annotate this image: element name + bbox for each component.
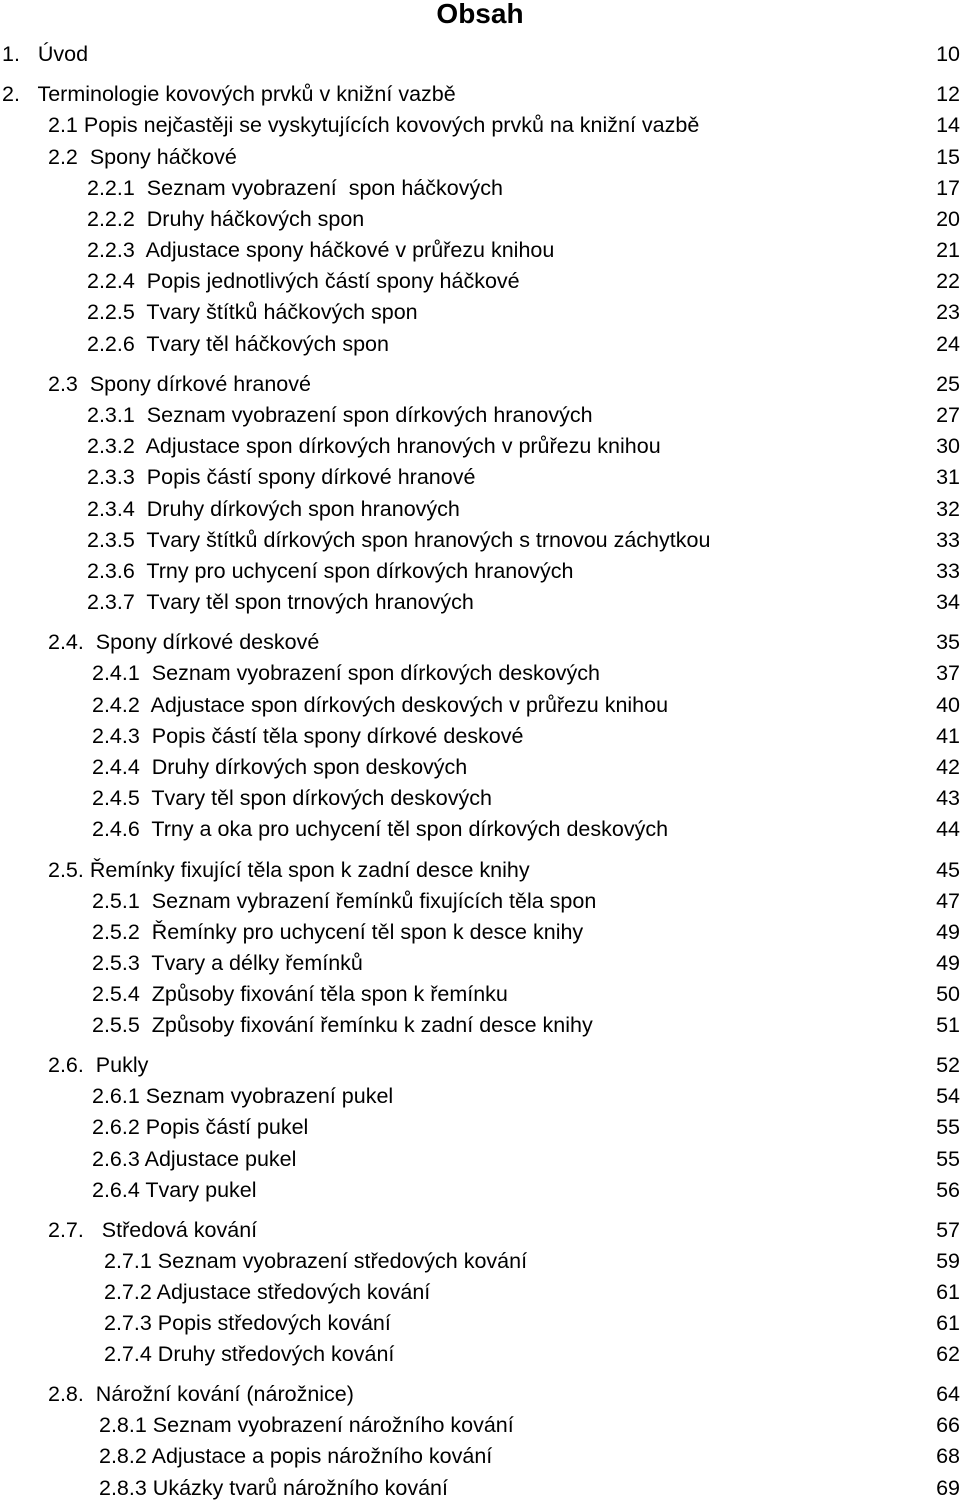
toc-entry-label: 2.3.1 Seznam vyobrazení spon dírkových hranových xyxy=(87,403,593,427)
toc-entry xyxy=(0,1308,960,1338)
toc-entry xyxy=(0,1277,960,1307)
toc-entry-label: 2.2 Spony háčkové xyxy=(48,145,237,169)
toc-entry-label: 2.5.3 Tvary a délky řemínků xyxy=(92,951,363,975)
toc-entry-label: 2.3.6 Trny pro uchycení spon dírkových hranových xyxy=(87,559,574,583)
toc-entry-label: 2.2.6 Tvary těl háčkových spon xyxy=(87,332,389,356)
toc-entry xyxy=(0,752,960,782)
toc-entry-page: 35 xyxy=(936,630,960,654)
toc-entry xyxy=(0,1215,960,1245)
toc-entry xyxy=(0,658,960,688)
toc-entry-page: 62 xyxy=(936,1342,960,1366)
toc-entry-page: 43 xyxy=(936,786,960,810)
toc-entry-page: 51 xyxy=(936,1013,960,1037)
toc-entry-label: 2.8.1 Seznam vyobrazení nárožního kování xyxy=(99,1413,514,1437)
toc-entry-label: 2.4. Spony dírkové deskové xyxy=(48,630,320,654)
toc-entry xyxy=(0,79,960,109)
toc-entry-label: 2.4.2 Adjustace spon dírkových deskových v průřezu knihou xyxy=(92,693,669,717)
toc-entry xyxy=(0,235,960,265)
toc-entry-page: 21 xyxy=(936,238,960,262)
toc-entry-page: 68 xyxy=(936,1444,960,1468)
toc-entry xyxy=(0,783,960,813)
toc-entry-label: 2.3.2 Adjustace spon dírkových hranových v průřezu knihou xyxy=(87,434,661,458)
toc-entry-page: 15 xyxy=(936,145,960,169)
toc-entry-page: 23 xyxy=(936,300,960,324)
toc-entry-page: 50 xyxy=(936,982,960,1006)
toc-entry xyxy=(0,1144,960,1174)
toc-entry-page: 12 xyxy=(936,82,960,106)
toc-entry xyxy=(0,494,960,524)
toc-entry-label: 2.2.3 Adjustace spony háčkové v průřezu knihou xyxy=(87,238,555,262)
toc-entry-page: 33 xyxy=(936,528,960,552)
toc-entry-page: 61 xyxy=(936,1280,960,1304)
toc-entry-page: 49 xyxy=(936,951,960,975)
toc-entry-page: 66 xyxy=(936,1413,960,1437)
toc-entry-label: 2.5.4 Způsoby fixování těla spon k řemínku xyxy=(92,982,508,1006)
toc-entry-label: 2.5.5 Způsoby fixování řemínku k zadní desce knihy xyxy=(92,1013,593,1037)
toc-entry-label: 2.7.2 Adjustace středových kování xyxy=(104,1280,431,1304)
toc-entry-page: 42 xyxy=(936,755,960,779)
toc-entry xyxy=(0,627,960,657)
toc-entry xyxy=(0,110,960,140)
toc-entry-page: 55 xyxy=(936,1147,960,1171)
toc-entry-page: 25 xyxy=(936,372,960,396)
toc-entry-page: 20 xyxy=(936,207,960,231)
toc-entry-label: 2.3.5 Tvary štítků dírkových spon hranových s trnovou záchytkou xyxy=(87,528,711,552)
toc-entry-label: 2.5. Řemínky fixující těla spon k zadní desce knihy xyxy=(48,858,530,882)
toc-entry-label: 2. Terminologie kovových prvků v knižní vazbě xyxy=(2,82,456,106)
toc-entry-label: 2.3.4 Druhy dírkových spon hranových xyxy=(87,497,460,521)
toc-entry-label: 2.7.4 Druhy středových kování xyxy=(104,1342,395,1366)
toc-entry-page: 32 xyxy=(936,497,960,521)
toc-entry xyxy=(0,917,960,947)
toc-entry xyxy=(0,1441,960,1471)
toc-entry xyxy=(0,587,960,617)
toc-entry xyxy=(0,948,960,978)
toc-entry-page: 44 xyxy=(936,817,960,841)
toc-entry-page: 59 xyxy=(936,1249,960,1273)
toc-entry xyxy=(0,1410,960,1440)
toc-entry-page: 14 xyxy=(936,113,960,137)
toc-entry-label: 2.3.7 Tvary těl spon trnových hranových xyxy=(87,590,474,614)
toc-entry xyxy=(0,369,960,399)
toc-entry xyxy=(0,525,960,555)
toc-entry xyxy=(0,400,960,430)
toc-entry-label: 2.6.2 Popis částí pukel xyxy=(92,1115,309,1139)
toc-entry xyxy=(0,297,960,327)
toc-entry xyxy=(0,39,960,69)
toc-entry xyxy=(0,329,960,359)
toc-entry-label: 2.2.1 Seznam vyobrazení spon háčkových xyxy=(87,176,503,200)
toc-entry-label: 2.6. Pukly xyxy=(48,1053,149,1077)
toc-entry xyxy=(0,462,960,492)
toc-entry-label: 2.6.4 Tvary pukel xyxy=(92,1178,257,1202)
toc-entry-page: 57 xyxy=(936,1218,960,1242)
toc-entry-label: 2.4.4 Druhy dírkových spon deskových xyxy=(92,755,468,779)
toc-entry xyxy=(0,1379,960,1409)
toc-entry-page: 24 xyxy=(936,332,960,356)
toc-entry-label: 2.5.2 Řemínky pro uchycení těl spon k desce knihy xyxy=(92,920,584,944)
toc-entry-label: 2.1 Popis nejčastěji se vyskytujících kovových prvků na knižní vazbě xyxy=(48,113,700,137)
toc-entry-label: 2.7. Středová kování xyxy=(48,1218,258,1242)
toc-entry-page: 33 xyxy=(936,559,960,583)
toc-entry-label: 2.6.1 Seznam vyobrazení pukel xyxy=(92,1084,394,1108)
toc-entry-label: 2.5.1 Seznam vybrazení řemínků fixujících těla spon xyxy=(92,889,597,913)
toc-entry-page: 49 xyxy=(936,920,960,944)
toc-entry xyxy=(0,431,960,461)
toc-entry xyxy=(0,886,960,916)
toc-entry-page: 41 xyxy=(936,724,960,748)
toc-entry-label: 1. Úvod xyxy=(2,42,89,66)
toc-entry-page: 17 xyxy=(936,176,960,200)
toc-entry xyxy=(0,1246,960,1276)
toc-entry xyxy=(0,204,960,234)
toc-entry-label: 2.8. Nárožní kování (nárožnice) xyxy=(48,1382,354,1406)
toc-entry xyxy=(0,142,960,172)
toc-entry-page: 30 xyxy=(936,434,960,458)
toc-entry-label: 2.4.5 Tvary těl spon dírkových deskových xyxy=(92,786,492,810)
toc-entry-page: 27 xyxy=(936,403,960,427)
toc-entry-label: 2.2.2 Druhy háčkových spon xyxy=(87,207,365,231)
toc-entry-label: 2.7.3 Popis středových kování xyxy=(104,1311,391,1335)
page-title: Obsah xyxy=(436,0,524,29)
toc-entry xyxy=(0,1473,960,1503)
toc-entry-page: 64 xyxy=(936,1382,960,1406)
toc-entry-label: 2.8.3 Ukázky tvarů nárožního kování xyxy=(99,1476,448,1500)
toc-entry-page: 45 xyxy=(936,858,960,882)
toc-entry xyxy=(0,266,960,296)
toc-entry-label: 2.3 Spony dírkové hranové xyxy=(48,372,311,396)
toc-entry-page: 69 xyxy=(936,1476,960,1500)
toc-entry-label: 2.3.3 Popis částí spony dírkové hranové xyxy=(87,465,476,489)
toc-entry-label: 2.4.6 Trny a oka pro uchycení těl spon dírkových deskových xyxy=(92,817,669,841)
toc-entry xyxy=(0,1175,960,1205)
toc-entry-label: 2.6.3 Adjustace pukel xyxy=(92,1147,297,1171)
toc-entry-page: 56 xyxy=(936,1178,960,1202)
toc-entry-page: 54 xyxy=(936,1084,960,1108)
toc-entry-page: 37 xyxy=(936,661,960,685)
toc-entry xyxy=(0,855,960,885)
toc-entry xyxy=(0,173,960,203)
toc-entry-page: 10 xyxy=(936,42,960,66)
toc-entry-page: 34 xyxy=(936,590,960,614)
toc-entry xyxy=(0,1081,960,1111)
toc-entry-label: 2.4.3 Popis částí těla spony dírkové deskové xyxy=(92,724,524,748)
toc-entry xyxy=(0,690,960,720)
toc-entry xyxy=(0,1010,960,1040)
toc-entry-label: 2.8.2 Adjustace a popis nárožního kování xyxy=(99,1444,493,1468)
toc-entry-page: 52 xyxy=(936,1053,960,1077)
toc-entry-page: 61 xyxy=(936,1311,960,1335)
toc-entry xyxy=(0,814,960,844)
toc-entry xyxy=(0,1112,960,1142)
toc-entry xyxy=(0,1050,960,1080)
toc-entry-label: 2.2.4 Popis jednotlivých částí spony háčkové xyxy=(87,269,520,293)
toc-entry-page: 40 xyxy=(936,693,960,717)
toc-entry xyxy=(0,979,960,1009)
toc-entry-label: 2.7.1 Seznam vyobrazení středových kování xyxy=(104,1249,528,1273)
toc-entry-label: 2.2.5 Tvary štítků háčkových spon xyxy=(87,300,418,324)
toc-entry xyxy=(0,556,960,586)
toc-entry-page: 22 xyxy=(936,269,960,293)
toc-entry xyxy=(0,1339,960,1369)
toc-entry-page: 55 xyxy=(936,1115,960,1139)
toc-entry xyxy=(0,721,960,751)
toc-entry-page: 47 xyxy=(936,889,960,913)
toc-entry-label: 2.4.1 Seznam vyobrazení spon dírkových deskových xyxy=(92,661,600,685)
toc-entry-page: 31 xyxy=(936,465,960,489)
